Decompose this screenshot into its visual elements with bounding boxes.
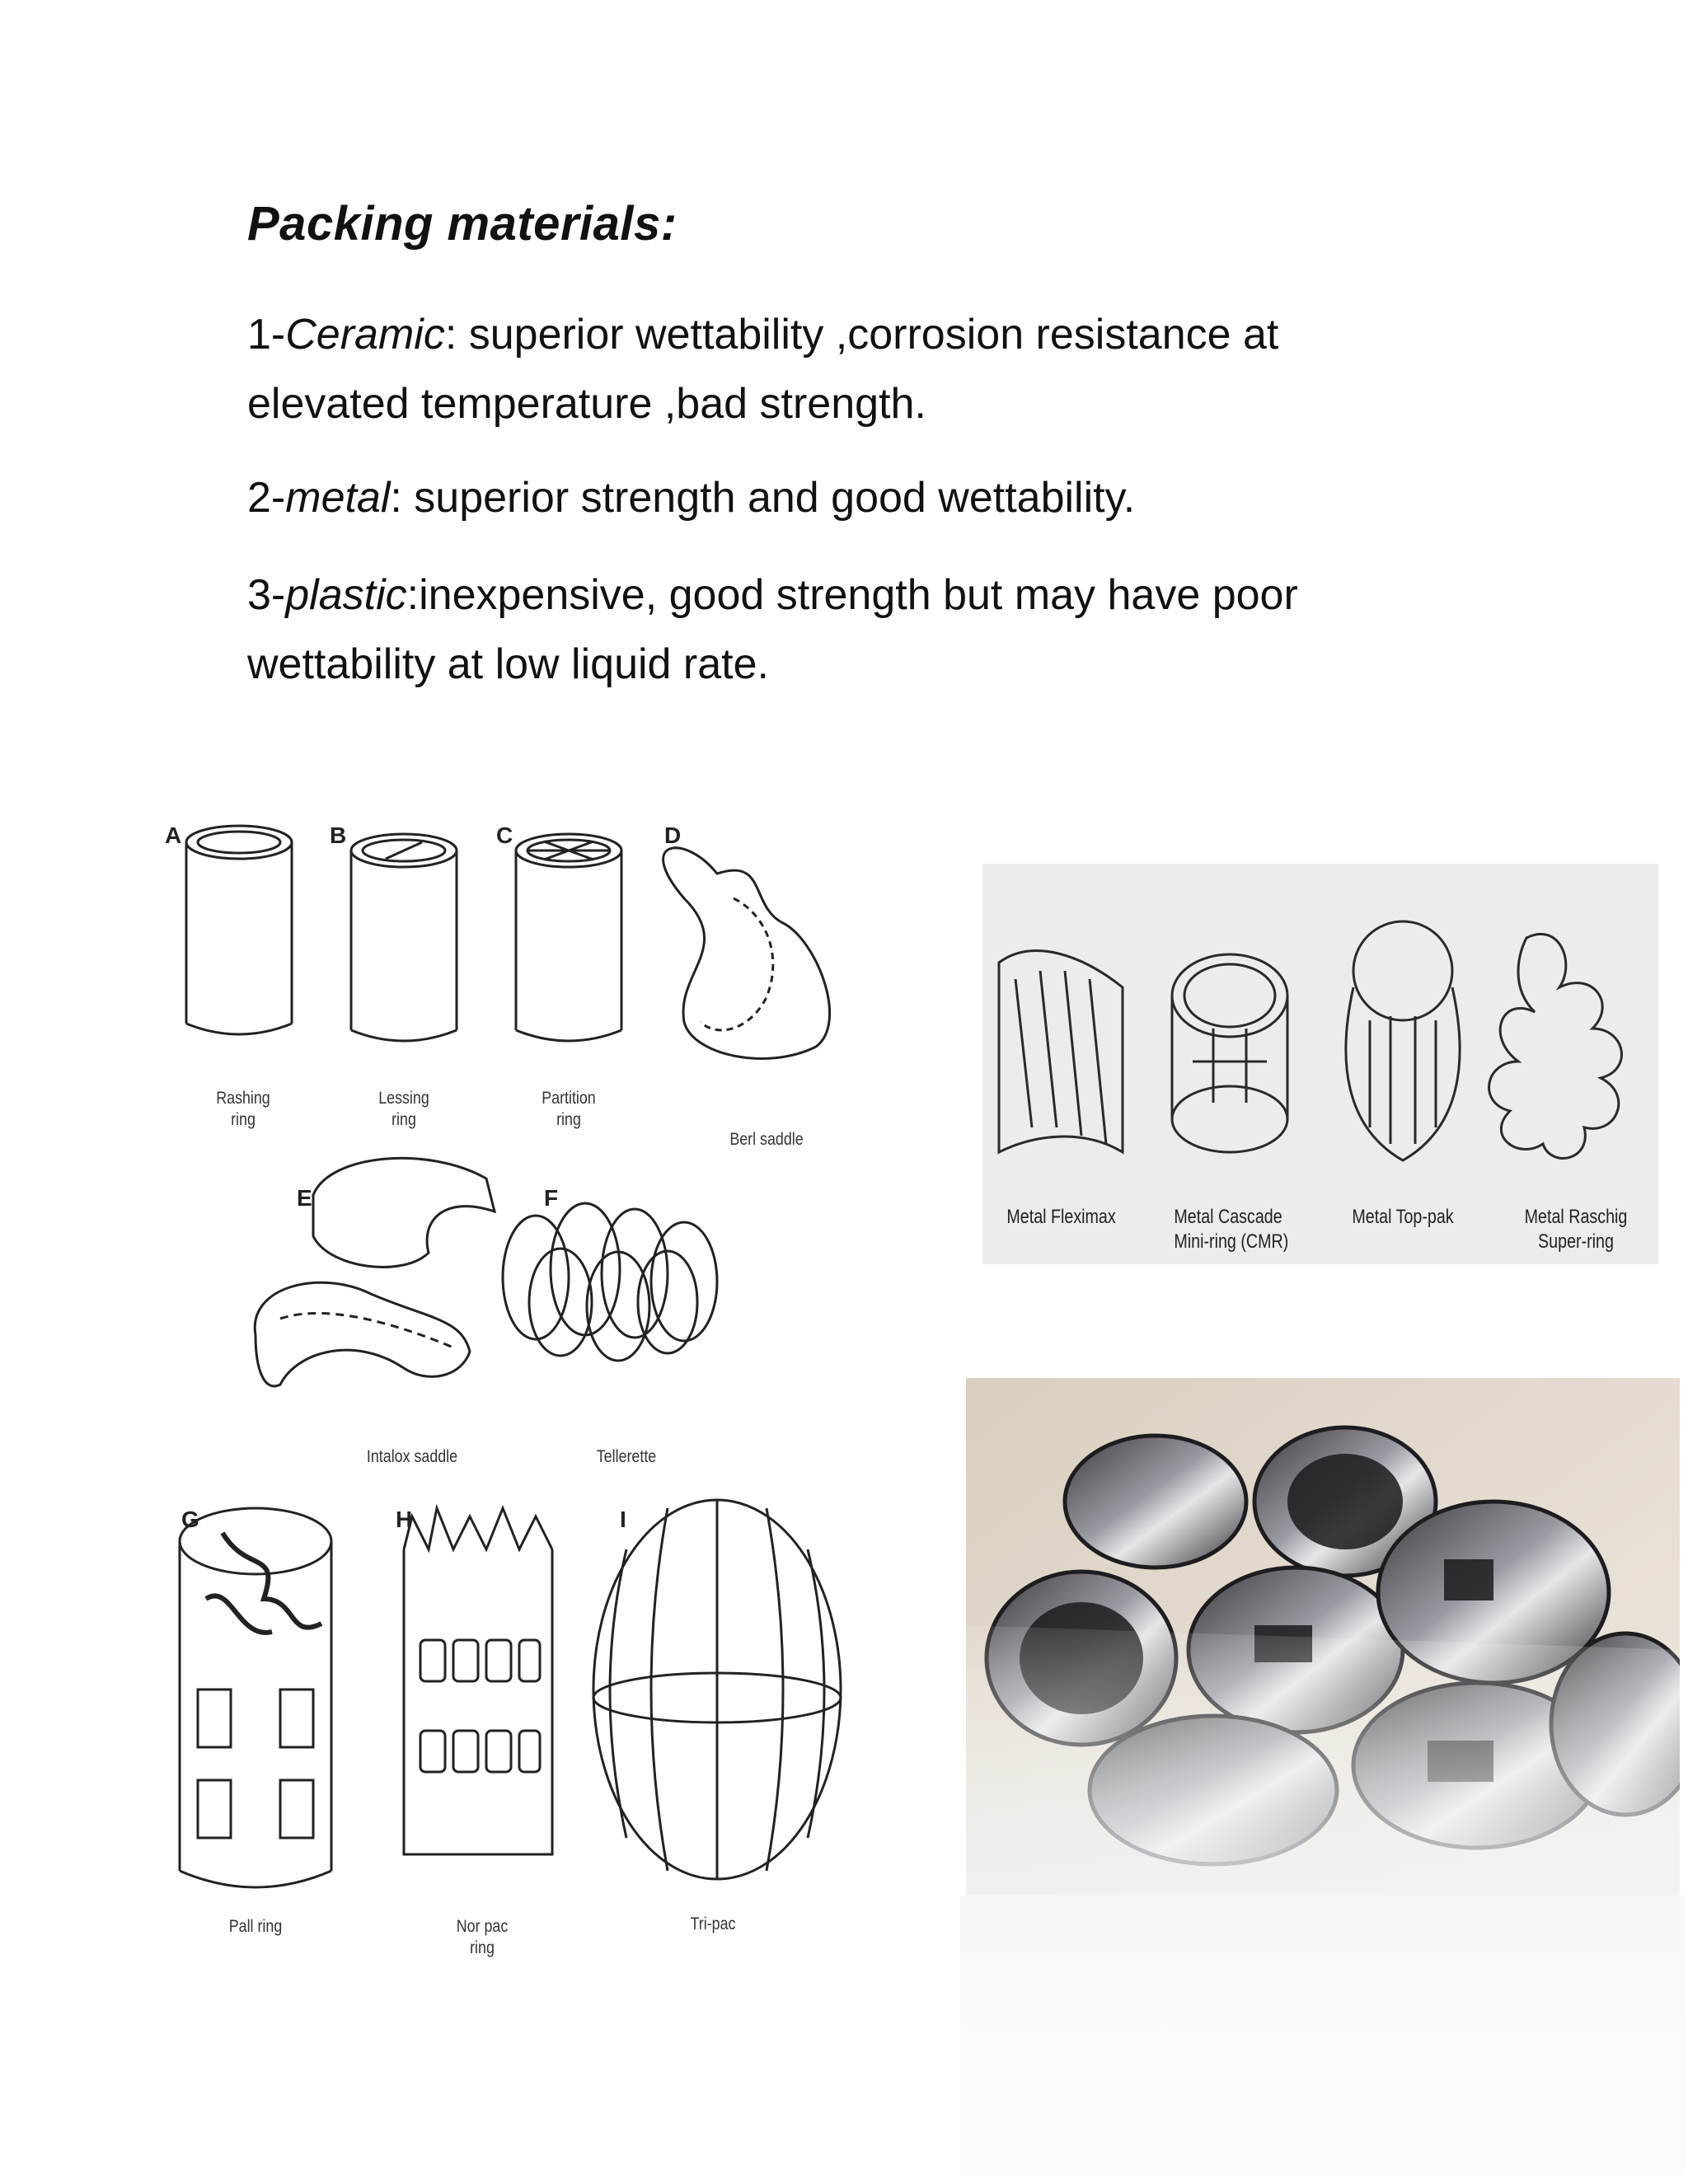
metal-paragraph — [247, 463, 1484, 532]
item-text: :inexpensive, good strength but may have poor — [406, 571, 1298, 619]
lessing-ring-illustration — [351, 834, 457, 1041]
caption-line: Super-ring — [1538, 1230, 1614, 1253]
caption-raschig-ring — [204, 1088, 282, 1131]
caption-line: Nor pac — [456, 1917, 509, 1936]
metal-pall-rings-photo — [966, 1378, 1680, 1896]
item-text-continued: elevated temperature ,bad strength. — [247, 380, 926, 428]
label-letter-d: D — [664, 823, 682, 848]
berl-saddle-illustration — [663, 848, 830, 1059]
page-title: Packing materials: — [247, 197, 678, 251]
ceramic-paragraph — [247, 300, 1484, 438]
caption-line: ring — [556, 1110, 581, 1129]
label-letter-f: F — [544, 1185, 559, 1211]
metal-packings-figure — [982, 864, 1658, 1264]
caption-intalox-saddle: Intalox saddle — [366, 1447, 458, 1466]
photo-fade-area — [960, 1896, 1686, 2176]
caption-norpac-ring — [443, 1916, 521, 1959]
caption-line: Rashing — [216, 1089, 270, 1108]
caption-lessing-ring — [365, 1088, 443, 1131]
item-number: 2- — [247, 474, 286, 522]
tripac-illustration — [593, 1500, 841, 1879]
caption-line: Lessing — [378, 1089, 429, 1108]
caption-line: ring — [470, 1938, 495, 1957]
metal-top-pak-illustration — [1346, 921, 1460, 1160]
photo-svg — [966, 1378, 1680, 1896]
label-letter-h: H — [396, 1507, 413, 1532]
caption-metal-top-pak: Metal Top-pak — [1352, 1206, 1454, 1228]
item-text: : superior wettability ,corrosion resistance at — [444, 311, 1279, 359]
item-number: 3- — [247, 571, 286, 619]
label-letter-b: B — [330, 823, 347, 848]
metal-fleximax-illustration — [999, 951, 1123, 1152]
pall-ring-illustration — [180, 1508, 331, 1887]
caption-line: Metal Raschig — [1524, 1206, 1628, 1228]
item-text: : superior strength and good wettability. — [390, 474, 1136, 522]
item-number: 1- — [247, 311, 286, 359]
item-text-continued: wettability at low liquid rate. — [247, 640, 769, 688]
caption-line: ring — [231, 1110, 256, 1129]
packing-drawing-svg — [157, 808, 898, 1994]
label-letter-e: E — [297, 1185, 312, 1211]
label-letter-c: C — [496, 823, 513, 848]
caption-metal-cascade — [1174, 1205, 1289, 1254]
caption-tellerette: Tellerette — [596, 1447, 657, 1466]
intalox-saddle-illustration — [255, 1158, 495, 1386]
caption-pall-ring: Pall ring — [228, 1917, 283, 1936]
partition-ring-illustration — [516, 834, 621, 1041]
caption-metal-fleximax: Metal Fleximax — [1006, 1206, 1116, 1228]
plastic-paragraph — [247, 560, 1484, 699]
label-letter-i: I — [620, 1507, 626, 1532]
caption-partition-ring — [530, 1088, 607, 1131]
label-letter-a: A — [165, 823, 182, 848]
raschig-ring-illustration — [186, 826, 292, 1034]
material-name: plastic — [285, 571, 407, 619]
label-letter-g: G — [181, 1507, 199, 1532]
caption-metal-raschig — [1522, 1205, 1629, 1254]
caption-line: Partition — [542, 1089, 596, 1108]
metal-raschig-super-ring-illustration — [1489, 934, 1622, 1158]
caption-line: ring — [392, 1110, 416, 1129]
metal-cascade-mini-ring-illustration — [1172, 954, 1287, 1152]
material-name: metal — [285, 474, 391, 522]
caption-line: Metal Cascade — [1174, 1206, 1282, 1228]
caption-berl-saddle: Berl saddle — [729, 1130, 804, 1149]
norpac-ring-illustration — [404, 1508, 552, 1854]
caption-tripac: Tri-pac — [690, 1915, 736, 1933]
material-name: Ceramic — [285, 311, 445, 359]
packing-types-drawing — [157, 808, 898, 1994]
tellerette-illustration — [503, 1203, 717, 1361]
caption-line: Mini-ring (CMR) — [1174, 1230, 1289, 1253]
